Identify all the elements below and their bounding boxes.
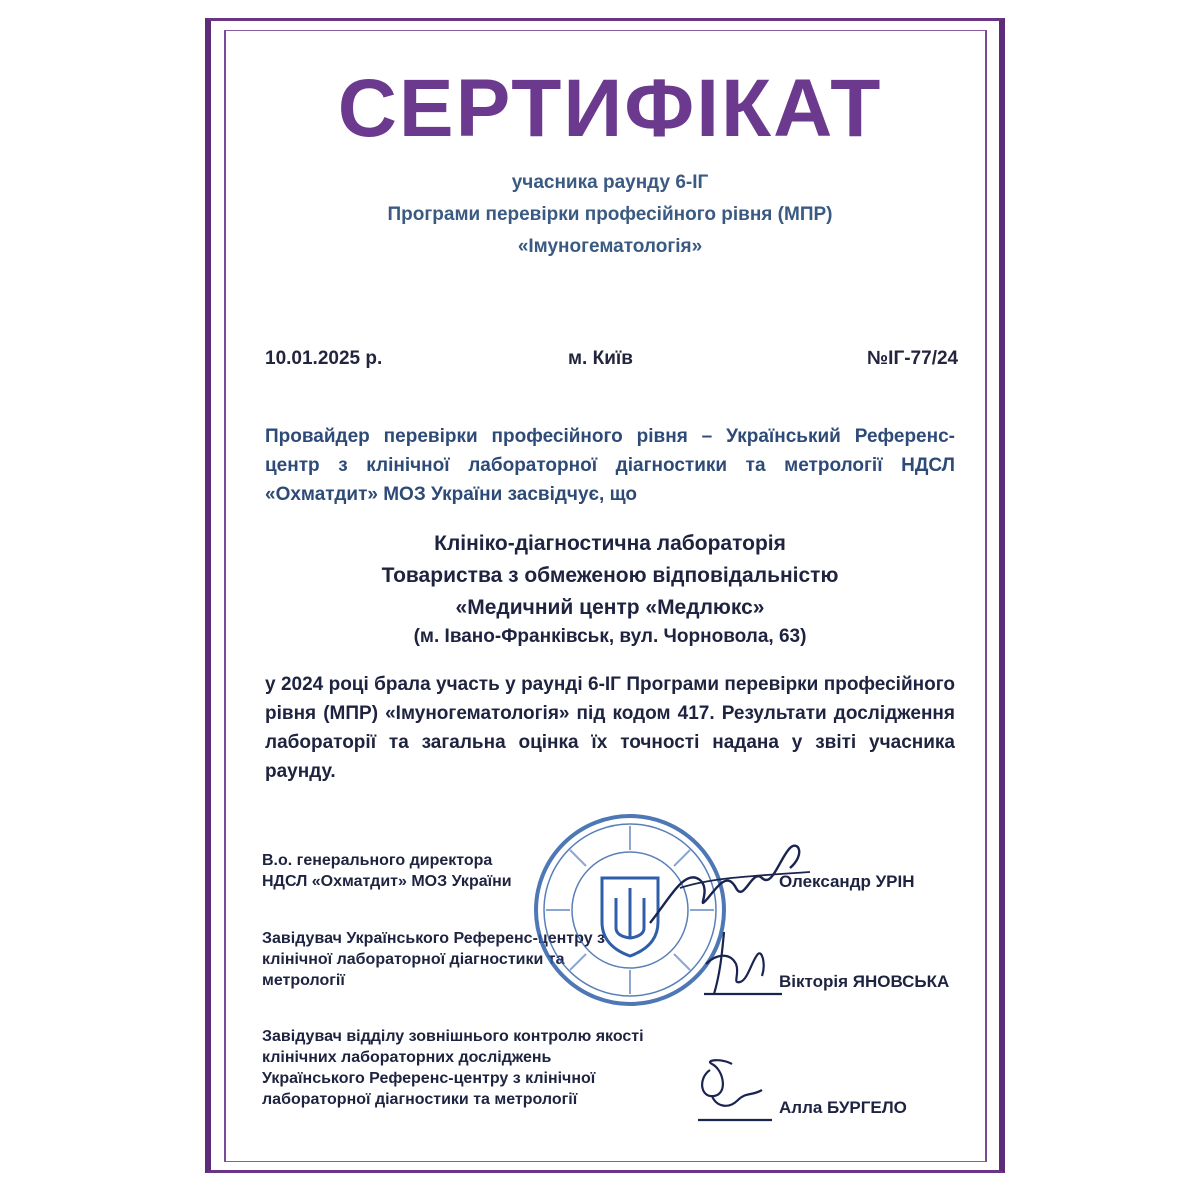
signature-1-mark [640,828,820,938]
signatory-2-position-line: Завідувач Українського Референс-центру з [262,930,605,947]
signatory-3-position-line: лабораторної діагностики та метрології [262,1091,578,1108]
certificate-city: м. Київ [568,348,633,369]
signatory-3-position-line: Завідувач відділу зовнішнього контролю якості [262,1028,644,1045]
signatory-1-position-line: НДСЛ «Охматдит» МОЗ України [262,873,512,890]
signature-2-mark [696,924,786,1004]
signatory-1-name: Олександр УРІН [779,872,915,891]
signatory-3-position-line: Українського Референс-центру з клінічної [262,1070,596,1087]
subtitle-discipline: «Імуногематологія» [517,236,703,257]
participation-statement: у 2024 році брала участь у раунді 6-ІГ Програми перевірки професійного рівня (МПР) «Імуногематологія» під кодом 417. Результати дослідження лабораторії та загальна оцінка їх точності надана у звіті учасника раунду. [265,674,955,782]
signatory-1-position-line: В.о. генерального директора [262,852,493,869]
signatory-2-position-line: клінічної лабораторної діагностики та [262,951,565,968]
signatory-3-name: Алла БУРГЕЛО [779,1098,907,1117]
signatory-2-position-line: метрології [262,972,345,989]
lab-name-line1: Клініко-діагностична лабораторія [434,532,786,555]
certificate-date: 10.01.2025 р. [265,348,383,369]
signatory-1-position [262,850,512,892]
provider-statement: Провайдер перевірки професійного рівня – Український Референс-центр з клінічної лабораторної діагностики та метрології НДСЛ «Охматдит» МОЗ України засвідчує, що [265,426,955,505]
certificate-title: СЕРТИФІКАТ [337,63,883,154]
lab-name-line2: Товариства з обмеженою відповідальністю [381,564,839,587]
signatory-3-position-line: клінічних лабораторних досліджень [262,1049,552,1066]
signature-3-mark [692,1050,782,1130]
subtitle-round: учасника раунду 6-ІГ [511,172,709,193]
subtitle-program: Програми перевірки професійного рівня (МПР) [387,204,833,225]
lab-address: (м. Івано-Франківськ, вул. Чорновола, 63) [413,626,807,647]
signatory-2-name: Вікторія ЯНОВСЬКА [779,972,950,991]
lab-name-line3: «Медичний центр «Медлюкс» [455,596,765,619]
certificate-number: №ІГ-77/24 [867,348,959,369]
signatory-3-position [262,1026,644,1110]
